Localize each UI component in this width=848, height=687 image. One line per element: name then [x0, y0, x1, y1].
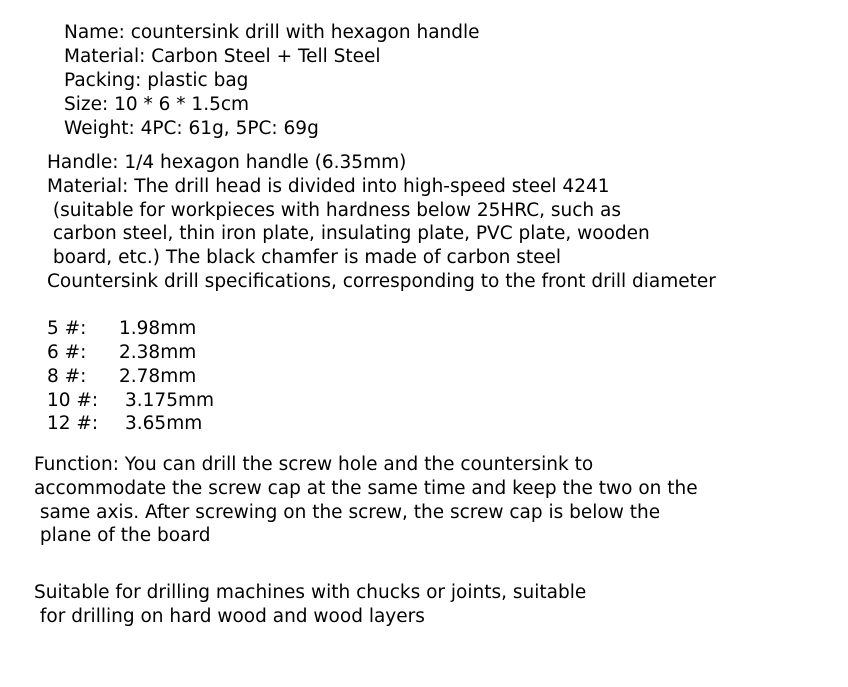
function-line-2: accommodate the screw cap at the same time and keep the two on the — [34, 478, 698, 499]
packing-line: Packing: plastic bag — [64, 70, 249, 91]
spec-diameter: 3.65mm — [125, 413, 203, 434]
function-line-3: same axis. After screwing on the screw, the screw cap is below the — [34, 502, 661, 523]
weight-line: Weight: 4PC: 61g, 5PC: 69g — [64, 118, 319, 139]
drill-material-line-2: (suitable for workpieces with hardness below 25HRC, such as — [47, 200, 622, 221]
spec-diameter: 1.98mm — [119, 318, 197, 339]
specifications-heading: Countersink drill specifications, corresponding to the front drill diameter — [47, 271, 716, 292]
spec-size: 5 #: — [47, 318, 87, 339]
function-line: Function: You can drill the screw hole and the countersink to — [34, 454, 594, 475]
drill-material-line-3: carbon steel, thin iron plate, insulating plate, PVC plate, wooden — [47, 223, 650, 244]
suitable-line-2: for drilling on hard wood and wood layers — [34, 606, 425, 627]
spec-size: 12 #: — [47, 413, 99, 434]
spec-size: 8 #: — [47, 366, 87, 387]
size-line: Size: 10 * 6 * 1.5cm — [64, 94, 250, 115]
spec-diameter: 3.175mm — [125, 390, 215, 411]
material-line: Material: Carbon Steel + Tell Steel — [64, 46, 381, 67]
name-line: Name: countersink drill with hexagon handle — [64, 22, 480, 43]
handle-line: Handle: 1/4 hexagon handle (6.35mm) — [47, 152, 407, 173]
suitable-line: Suitable for drilling machines with chucks or joints, suitable — [34, 582, 587, 603]
spec-diameter: 2.38mm — [119, 342, 197, 363]
spec-diameter: 2.78mm — [119, 366, 197, 387]
spec-size: 10 #: — [47, 390, 99, 411]
function-line-4: plane of the board — [34, 525, 211, 546]
spec-size: 6 #: — [47, 342, 87, 363]
drill-material-line: Material: The drill head is divided into high-speed steel 4241 — [47, 176, 610, 197]
drill-material-line-4: board, etc.) The black chamfer is made of carbon steel — [47, 247, 562, 268]
